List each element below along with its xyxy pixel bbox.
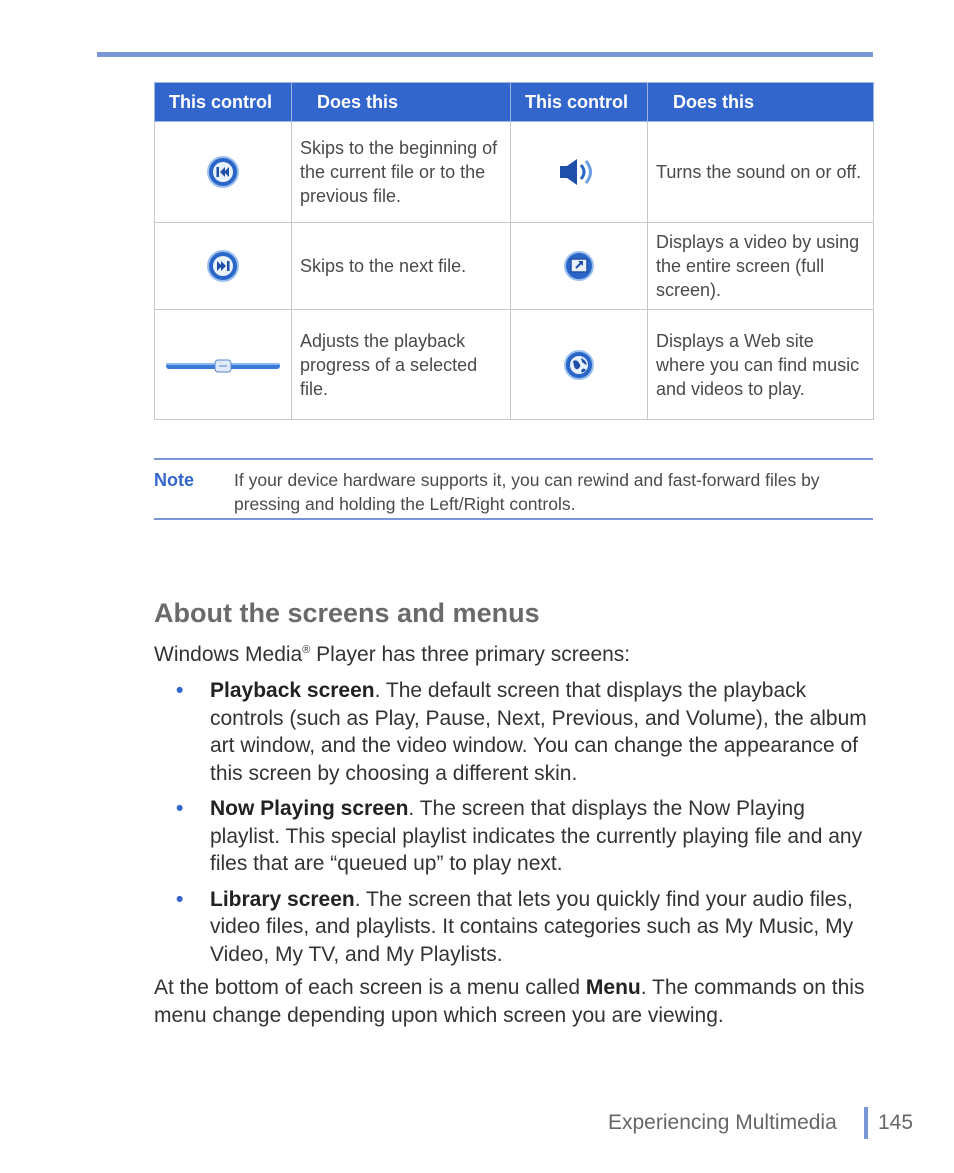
seek-slider-icon [165,359,281,373]
bullet-text: . The screen that displays the Now Playing playlist. This special playlist indicates the currently playing file and any files that are “queued up” to play next. [210,797,863,875]
bullet-term: Playback screen [210,679,375,702]
note-label: Note [154,470,194,490]
skip-back-icon [206,155,240,189]
footer-divider [864,1107,868,1139]
globe-icon [563,349,595,381]
footer-chapter: Experiencing Multimedia [608,1111,837,1134]
control-description: Displays a video by using the entire screen (full screen). [648,223,874,310]
skip-forward-icon [206,249,240,283]
control-cell [511,122,648,223]
bullet-icon: • [176,679,184,702]
control-cell [511,310,648,420]
table-row [155,223,874,310]
closing-text-b: . The commands on this menu change depending upon which screen you are viewing. [154,976,865,1027]
screens-list [154,677,874,976]
closing-text-a: At the bottom of each screen is a menu called [154,976,586,999]
volume-icon [559,156,599,188]
top-rule [97,52,873,57]
control-cell [155,122,292,223]
list-item [154,886,874,969]
header-this-control-2: This control [511,83,648,122]
section-heading: About the screens and menus [154,598,540,628]
table-row [155,310,874,420]
control-description: Skips to the beginning of the current file or to the previous file. [292,122,511,223]
menu-term: Menu [585,976,641,999]
header-does-this-1: Does this [292,83,511,122]
table-header-row [155,83,874,122]
control-description: Adjusts the playback progress of a selected file. [292,310,511,420]
intro-text-a: Windows Media [154,643,303,666]
note-box [154,458,873,520]
page-number: 145 [878,1111,914,1134]
bullet-text: . The default screen that displays the playback controls (such as Play, Pause, Next, Previous, and Volume), the album art window, and the video window. You can change the appearance of this screen by choosing a different skin. [210,679,867,785]
bullet-icon: • [176,797,184,820]
table-row [155,122,874,223]
header-this-control-1: This control [155,83,292,122]
controls-table [154,82,874,420]
control-cell [511,223,648,310]
list-item [154,677,874,787]
registered-mark: ® [302,644,311,656]
intro-text-b: Player has three primary screens: [310,643,631,666]
control-cell [155,310,292,420]
control-description: Turns the sound on or off. [648,122,874,223]
intro-paragraph [154,641,630,668]
note-text: If your device hardware supports it, you can rewind and fast-forward files by pressing and holding the Left/Right controls. [234,470,820,514]
bullet-term: Library screen [210,887,355,911]
bullet-text: . The screen that lets you quickly find your audio files, video files, and playlists. It contains categories such as My Music, My Video, My TV, and My Playlists. [210,887,854,966]
control-description: Displays a Web site where you can find music and videos to play. [648,310,874,420]
bullet-icon: • [176,887,184,911]
fullscreen-icon [563,250,595,282]
list-item [154,795,874,878]
closing-paragraph [154,974,874,1029]
header-does-this-2: Does this [648,83,874,122]
control-cell [155,223,292,310]
bullet-term: Now Playing screen [210,797,409,820]
control-description: Skips to the next file. [292,223,511,310]
